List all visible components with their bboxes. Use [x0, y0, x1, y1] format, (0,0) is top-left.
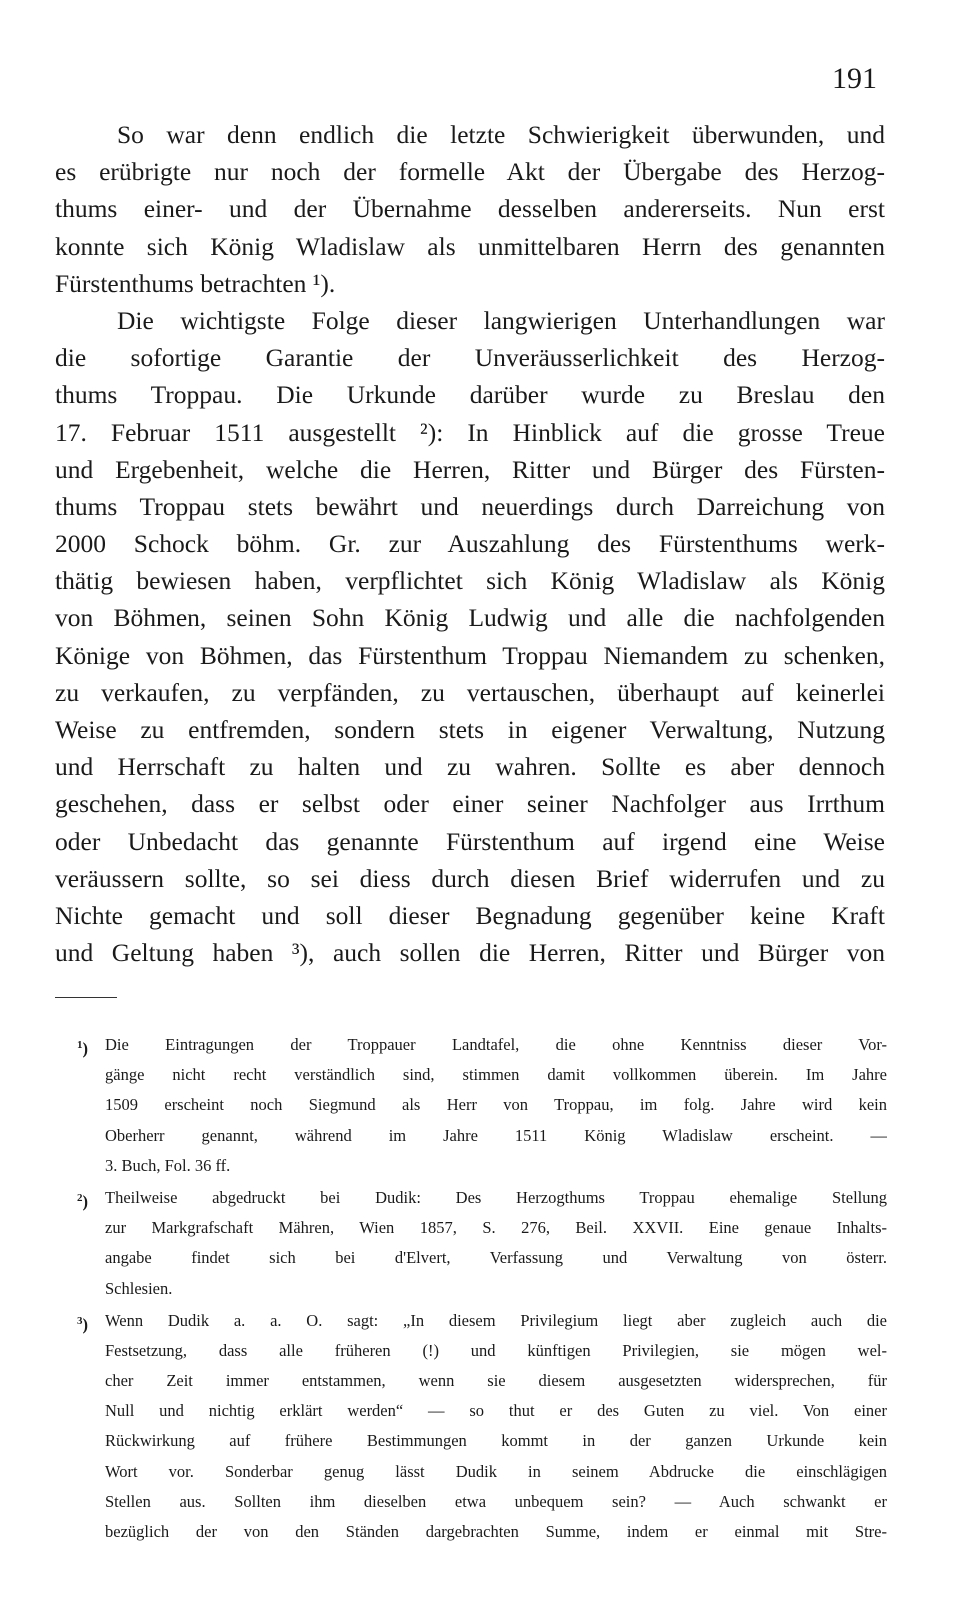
footnote-line: Die Eintragungen der Troppauer Landtafel, die ohne Kenntniss dieser Vor-: [105, 1035, 887, 1054]
footnote-line: Null und nichtig erklärt werden“ — so thut er des Guten zu viel. Von einer: [105, 1401, 887, 1421]
body-line: von Böhmen, seinen Sohn König Ludwig und alle die nachfolgenden: [55, 603, 885, 633]
footnote-line: zur Markgrafschaft Mähren, Wien 1857, S. 276, Beil. XXVII. Eine genaue Inhalts-: [105, 1218, 887, 1238]
body-line: veräussern sollte, so sei diess durch diesen Brief widerrufen und zu: [55, 863, 885, 893]
footnote-mark: $^3$): [77, 1314, 88, 1334]
footnote-1: [72, 1030, 887, 1181]
body-line: So war denn endlich die letzte Schwierigkeit überwunden, und: [117, 120, 885, 149]
footnote-line: 1509 erscheint noch Siegmund als Herr von Troppau, im folg. Jahre wird kein: [105, 1095, 887, 1115]
footnote-line: Rückwirkung auf frühere Bestimmungen kommt in der ganzen Urkunde kein: [105, 1431, 887, 1451]
footnote-line: 3. Buch, Fol. 36 ff.: [105, 1155, 231, 1175]
body-line: Weise zu entfremden, sondern stets in eigener Verwaltung, Nutzung: [55, 715, 885, 744]
body-line: thätig bewiesen haben, verpflichtet sich König Wladislaw als König: [55, 566, 885, 596]
body-line: und Geltung haben ³), auch sollen die Herren, Ritter und Bürger von: [55, 938, 885, 968]
footnote-line: cher Zeit immer entstammen, wenn sie diesem ausgesetzten widersprechen, für: [105, 1371, 887, 1391]
footnote-line: Schlesien.: [105, 1278, 173, 1298]
footnote-line: angabe findet sich bei d'Elvert, Verfassung und Verwaltung von österr.: [105, 1248, 887, 1268]
footnotes: [72, 1030, 887, 1549]
body-line: Nichte gemacht und soll dieser Begnadung gegenüber keine Kraft: [55, 900, 885, 930]
body-line: oder Unbedacht das genannte Fürstenthum auf irgend eine Weise: [55, 826, 885, 856]
body-line: zu verkaufen, zu verpfänden, zu vertauschen, überhaupt auf keinerlei: [55, 677, 885, 707]
body-line: geschehen, dass er selbst oder einer seiner Nachfolger aus Irrthum: [55, 789, 885, 819]
body-text: [55, 116, 885, 971]
body-line: thums Troppau. Die Urkunde darüber wurde zu Breslau den: [55, 380, 885, 410]
body-line: 2000 Schock böhm. Gr. zur Auszahlung des Fürstenthums werk-: [55, 529, 885, 559]
footnote-line: Stellen aus. Sollten ihm dieselben etwa unbequem sein? — Auch schwankt er: [105, 1491, 887, 1511]
footnote-line: Theilweise abgedruckt bei Dudik: Des Herzogthums Troppau ehemalige Stellung: [105, 1187, 887, 1207]
body-line: konnte sich König Wladislaw als unmittelbaren Herrn des genannten: [55, 231, 885, 261]
footnote-mark: $^1$): [77, 1039, 88, 1058]
footnote-line: Oberherr genannt, während im Jahre 1511 König Wladislaw erscheint. —: [105, 1125, 887, 1145]
footnote-line: Festsetzung, dass alle früheren (!) und künftigen Privilegien, sie mögen wel-: [105, 1340, 887, 1360]
body-line: und Ergebenheit, welche die Herren, Ritter und Bürger des Fürsten-: [55, 454, 885, 484]
footnote-mark: $^2$): [77, 1191, 88, 1211]
page-number: 191: [832, 62, 877, 95]
footnote-divider: [55, 997, 117, 998]
body-line: thums Troppau stets bewährt und neuerdings durch Darreichung von: [55, 491, 885, 521]
footnote-line: gänge nicht recht verständlich sind, stimmen damit vollkommen überein. Im Jahre: [105, 1065, 887, 1085]
body-line: 17. Februar 1511 ausgestellt ²): In Hinblick auf die grosse Treue: [55, 417, 885, 447]
footnote-3: [72, 1306, 887, 1548]
body-line: Fürstenthums betrachten ¹).: [55, 268, 336, 298]
footnote-line: Wenn Dudik a. a. O. sagt: „In diesem Privilegium liegt aber zugleich auch die: [105, 1310, 887, 1330]
footnote-line: Wort vor. Sonderbar genug lässt Dudik in seinem Abdrucke die einschlägigen: [105, 1461, 887, 1481]
body-line: thums einer- und der Übernahme desselben andererseits. Nun erst: [55, 194, 885, 224]
body-line: und Herrschaft zu halten und zu wahren. Sollte es aber dennoch: [55, 752, 885, 782]
body-line: Die wichtigste Folge dieser langwierigen Unterhandlungen war: [117, 305, 885, 335]
body-line: es erübrigte nur noch der formelle Akt der Übergabe des Herzog-: [55, 157, 885, 187]
footnote-2: [72, 1183, 887, 1304]
body-line: Könige von Böhmen, das Fürstenthum Troppau Niemandem zu schenken,: [55, 640, 885, 670]
body-line: die sofortige Garantie der Unveräusserlichkeit des Herzog-: [55, 343, 885, 373]
footnote-line: bezüglich der von den Ständen dargebrachten Summe, indem er einmal mit Stre-: [105, 1522, 887, 1541]
